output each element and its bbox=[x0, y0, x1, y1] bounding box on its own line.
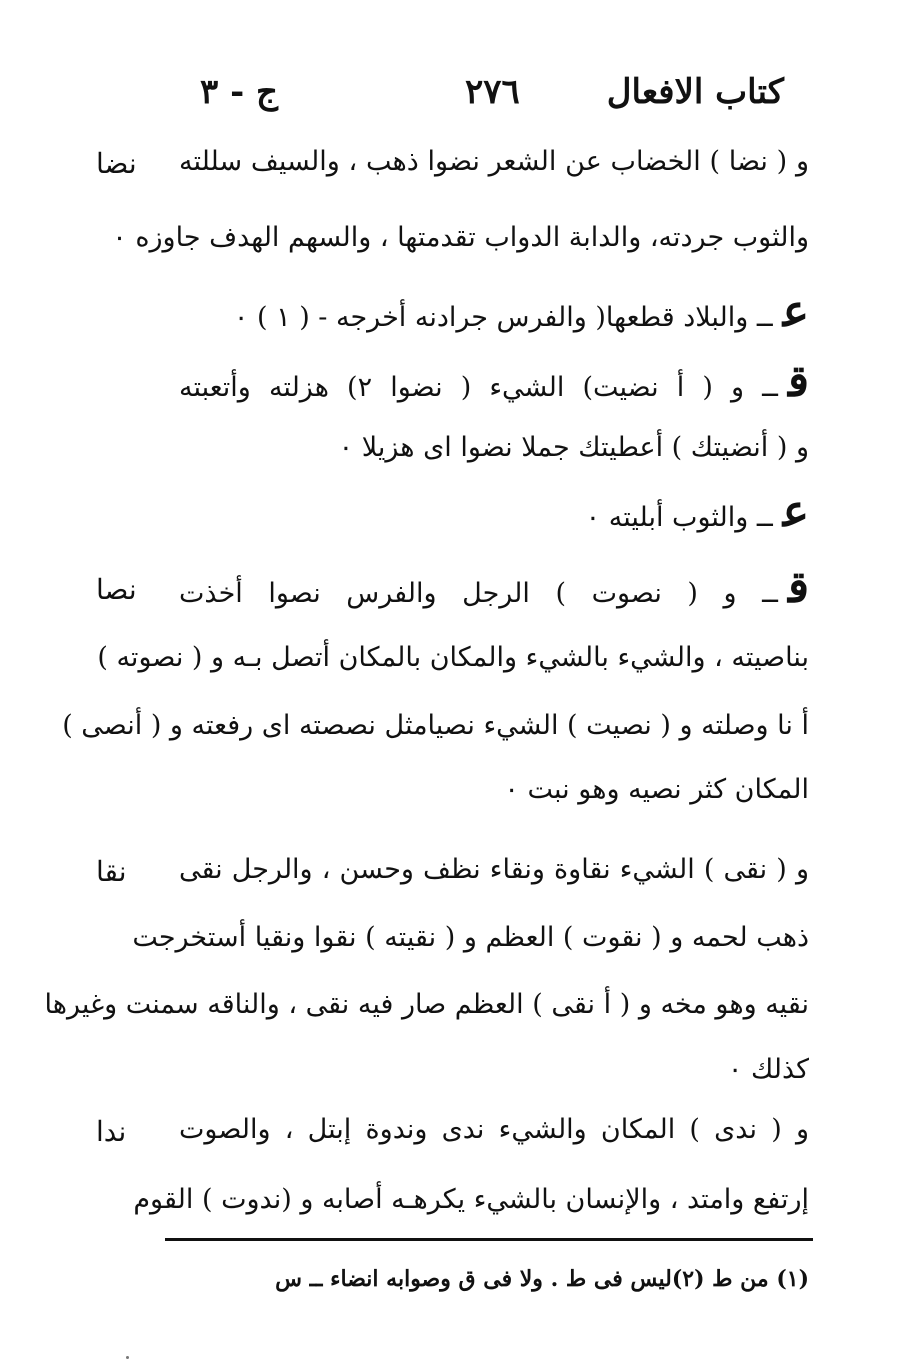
page-number: ٢٧٦ bbox=[465, 72, 520, 112]
text-line bbox=[179, 356, 809, 407]
text-line bbox=[179, 286, 809, 337]
line-text: ــ و ( أ نضيت) الشيء ( نضوا ٢) هزلته وأتعبته bbox=[179, 372, 778, 403]
source-marker: ع bbox=[782, 486, 809, 537]
footnote: (١) من ط (٢)ليس فى ط . ولا فى ق وصوابه انضاء ــ س bbox=[275, 1266, 809, 1292]
page-header bbox=[0, 72, 909, 122]
text-line bbox=[179, 486, 809, 537]
footnote-separator bbox=[165, 1238, 813, 1241]
line-text: كذلك ٠ bbox=[727, 1054, 809, 1085]
margin-headword: ندا bbox=[96, 1115, 127, 1148]
text-line bbox=[179, 142, 809, 182]
line-text: والثوب جردته، والدابة الدواب تقدمتها ، والسهم الهدف جاوزه ٠ bbox=[112, 222, 809, 253]
margin-headword: نقا bbox=[96, 855, 127, 888]
text-line bbox=[44, 985, 809, 1025]
line-text: ــ و ( نصوت ) الرجل والفرس نصوا أخذت bbox=[179, 578, 778, 609]
line-text: إرتفع وامتد ، والإنسان بالشيء يكرهـه أصابه و (ندوت ) القوم bbox=[133, 1184, 809, 1215]
volume-label: ج - ٣ bbox=[200, 72, 278, 112]
line-text: أ نا وصلته و ( نصيت ) الشيء نصيامثل نصصته اى رفعته و ( أنصى ) bbox=[62, 710, 809, 741]
line-text: نقيه وهو مخه و ( أ نقى ) العظم صار فيه نقى ، والناقه سمنت وغيرها bbox=[44, 989, 809, 1020]
line-text: و ( أنضيتك ) أعطيتك جملا نضوا اى هزيلا ٠ bbox=[338, 432, 809, 463]
text-line bbox=[62, 706, 809, 746]
text-line bbox=[179, 1050, 809, 1090]
line-text: و ( نضا ) الخضاب عن الشعر نضوا ذهب ، والسيف سللته bbox=[179, 146, 809, 177]
text-line bbox=[179, 1110, 809, 1150]
line-text: و ( نقى ) الشيء نقاوة ونقاء نظف وحسن ، والرجل نقى bbox=[179, 854, 809, 885]
text-line bbox=[112, 218, 809, 258]
line-text: ــ والبلاد قطعها( والفرس جرادنه أخرجه - ( ١ ) ٠ bbox=[233, 302, 773, 333]
line-text: ــ والثوب أبليته ٠ bbox=[585, 502, 773, 533]
margin-headword: نصا bbox=[96, 573, 137, 606]
text-line bbox=[179, 562, 809, 613]
margin-headword: نضا bbox=[96, 147, 137, 180]
line-text: المكان كثر نصيه وهو نبت ٠ bbox=[504, 774, 809, 805]
page-speck bbox=[126, 1356, 129, 1359]
text-line bbox=[179, 428, 809, 468]
text-line bbox=[97, 638, 809, 678]
text-line bbox=[132, 918, 809, 958]
text-line bbox=[179, 850, 809, 890]
source-marker: ق bbox=[787, 562, 809, 613]
text-line bbox=[179, 770, 809, 810]
line-text: ذهب لحمه و ( نقوت ) العظم و ( نقيته ) نقوا ونقيا أستخرجت bbox=[132, 922, 809, 953]
text-line bbox=[133, 1180, 809, 1220]
source-marker: ق bbox=[787, 356, 809, 407]
book-title: كتاب الافعال bbox=[606, 72, 784, 112]
line-text: بناصيته ، والشيء بالشيء والمكان بالمكان أتصل بـه و ( نصوته ) bbox=[97, 642, 809, 673]
source-marker: ع bbox=[782, 286, 809, 337]
line-text: و ( ندى ) المكان والشيء ندى وندوة إبتل ، والصوت bbox=[179, 1114, 809, 1145]
